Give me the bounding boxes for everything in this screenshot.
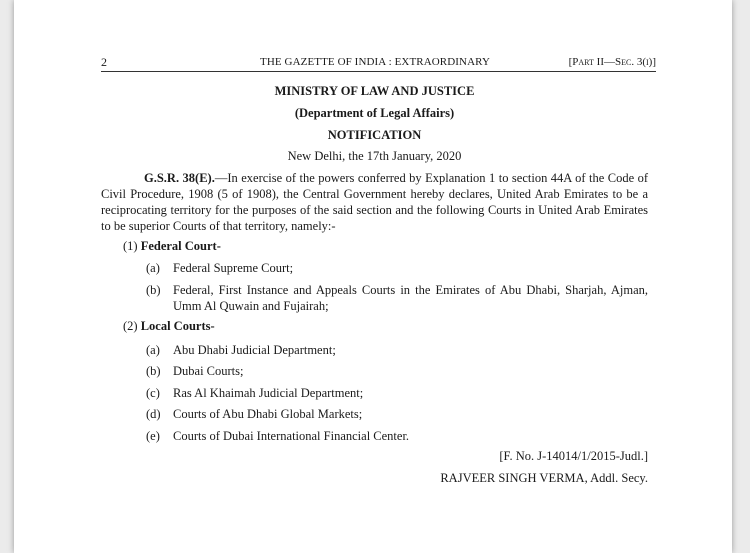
preamble-paragraph (101, 170, 648, 234)
gazette-page: 2 THE GAZETTE OF INDIA : EXTRAORDINARY [Part II—Sec. 3(i)] MINISTRY OF LAW AND JUSTICE (Department of Legal Affairs) NOTIFICATION New Delhi, the 17th January, 2020 G.S.R. 38(E).—In exercise of the powers conferred by Explanation 1 to section 44A of the Code of Civil Procedure, 1908 (5 of 1908), the Central Government hereby declares, United Arab Emirates to be a reciprocating territory for the purposes of the said section and the following Courts in United Arab Emirates to be superior Courts of that territory, namely:- (1) Federal Court- (a) Federal Supreme Court; (b) Federal, First Instance and Appeals Courts in the Emirates of Abu Dhabi, Sharjah, Ajman, Umm Al Quwain and Fujairah; (2) Local Courts- (a) Abu Dhabi Judicial Department; (b) Dubai Courts; (c) Ras Al Khaimah Judicial Department; (d) Courts of Abu Dhabi Global Markets; (e) Courts of Dubai International Financial Center. [F. No. J-14014/1/2015-Judl.] RAJVEER SINGH VERMA, Addl. Secy. (14, 0, 732, 553)
preamble-text: —In exercise of the powers conferred by Explanation 1 to section 44A of the Code of Civil Procedure, 1908 (5 of 1908), the Central Government hereby declares, United Arab Emirates to be a reciprocating territory for the purposes of the said section and the following Courts in United Arab Emirates to be superior Courts of that territory, namely:- (101, 171, 648, 233)
part-section: [Part II—Sec. 3(i)] (568, 56, 656, 68)
part-section-label: Part II—Sec. 3(i) (572, 56, 653, 68)
ministry-heading: MINISTRY OF LAW AND JUSTICE (274, 84, 475, 98)
place-date: New Delhi, the 17th January, 2020 (287, 149, 462, 163)
file-number: [F. No. J-14014/1/2015-Judl.] (499, 449, 648, 463)
page-number: 2 (101, 55, 107, 69)
gsr-number: G.S.R. 38(E). (144, 171, 215, 185)
local-section-heading: (2) Local Courts- (123, 319, 215, 333)
gazette-title: THE GAZETTE OF INDIA : EXTRAORDINARY (260, 56, 490, 68)
signatory: RAJVEER SINGH VERMA, Addl. Secy. (440, 471, 648, 485)
federal-section-heading: (1) Federal Court- (123, 239, 221, 253)
notification-heading: NOTIFICATION (327, 128, 422, 142)
running-header (101, 55, 656, 72)
department-heading: (Department of Legal Affairs) (294, 106, 455, 120)
